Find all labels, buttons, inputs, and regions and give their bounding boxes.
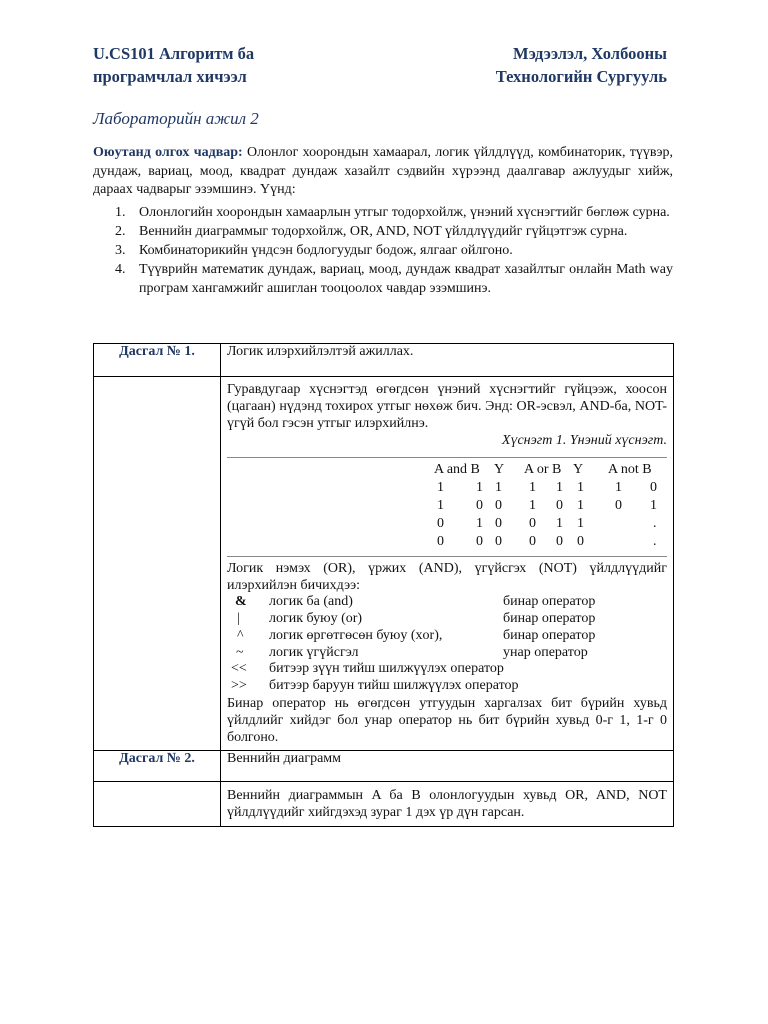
operator-type: бинар оператор xyxy=(503,594,596,609)
truth-cell: 1 xyxy=(437,480,444,495)
truth-cell: 0 xyxy=(529,534,536,549)
truth-header-and: A and B xyxy=(434,462,480,477)
operator-desc: битээр зүүн тийш шилжүүлэх оператор xyxy=(269,661,504,676)
table-row xyxy=(94,344,674,377)
operators-list xyxy=(227,594,667,695)
operator-symbol: | xyxy=(237,611,240,626)
operator-type: бинар оператор xyxy=(503,628,596,643)
truth-header-not: A not B xyxy=(608,462,652,477)
school-name-line1: Мэдээлэл, Холбооны xyxy=(513,44,667,63)
list-item xyxy=(93,261,673,298)
operator-desc: логик өргөтгөсөн буюу (xor), xyxy=(269,628,443,643)
exercise1-title: Логик илэрхийлэлтэй ажиллах. xyxy=(221,344,674,377)
list-text: Комбинаторикийн үндсэн бодлогуудыг бодож, ялгааг ойлгоно. xyxy=(139,243,513,259)
exercise-table xyxy=(93,343,674,827)
truth-cell: 0 xyxy=(476,498,483,513)
list-text: Веннийн диаграммыг тодорхойлж, OR, AND, NOT үйлдлүүдийг гүйцэтгэж сурна. xyxy=(139,224,628,240)
truth-cell: 1 xyxy=(476,480,483,495)
empty-cell xyxy=(94,377,221,751)
operator-desc: логик үгүйсгэл xyxy=(269,645,359,660)
truth-cell: 0 xyxy=(556,534,563,549)
truth-cell: 0 xyxy=(495,498,502,513)
objectives-list xyxy=(93,204,673,299)
table-row xyxy=(94,751,674,782)
truth-cell: . xyxy=(653,534,657,549)
course-header xyxy=(93,42,254,88)
school-name-line2: Технологийн Сургууль xyxy=(495,67,667,86)
operators-intro: Логик нэмэх (OR), үржих (AND), үгүйсгэх (NOT) үйлдлүүдийг илэрхийлэн бичихдээ: xyxy=(227,561,667,593)
operators-note: Бинар оператор нь өгөгдсөн утгуудын харгалзах бит бүрийн хувьд үйлдлийг хийдэг бол унар оператор нь бит бүрийн хувьд 0-г 1, 1-г 0 болгоно. xyxy=(227,696,667,745)
exercise1-instruction: Гуравдугаар хүснэгтэд өгөгдсөн үнэний хүснэгтийг гүйцээж, хоосон (цагаан) нүдэнд тохирох утгыг нөхөж бич. Энд: OR-эсвэл, AND-ба, NOT-үгүй бол гэсэн утгыг илэрхийлнэ. xyxy=(227,382,667,431)
intro-label: Оюутанд олгох чадвар: xyxy=(93,145,243,160)
truth-cell: 1 xyxy=(437,498,444,513)
truth-cell: 1 xyxy=(650,498,657,513)
exercise2-text: Веннийн диаграммын A ба B олонлогуудын хувьд OR, AND, NOT үйлдлүүдийг хийгдэхэд зураг 1 дэх үр дүн гарсан. xyxy=(221,782,674,827)
truth-cell: 0 xyxy=(556,498,563,513)
list-number: 1. xyxy=(115,205,126,220)
list-text: Олонлогийн хоорондын хамаарлын утгыг тодорхойлж, үнэний хүснэгтийг бөглөж сурна. xyxy=(139,205,670,220)
list-item xyxy=(93,204,673,223)
truth-cell: 1 xyxy=(476,516,483,531)
truth-cell: 1 xyxy=(556,516,563,531)
truth-header-or: A or B xyxy=(524,462,562,477)
table-row xyxy=(94,782,674,827)
truth-cell: 1 xyxy=(529,498,536,513)
course-title-line2: програмчлал хичээл xyxy=(93,67,247,86)
truth-table xyxy=(227,458,667,556)
empty-cell xyxy=(94,782,221,827)
truth-cell: 0 xyxy=(529,516,536,531)
truth-cell: 0 xyxy=(577,534,584,549)
operator-symbol: ~ xyxy=(236,645,244,660)
truth-cell: 0 xyxy=(437,534,444,549)
truth-cell: 1 xyxy=(577,516,584,531)
truth-cell: 0 xyxy=(495,516,502,531)
table-caption: Хүснэгт 1. Үнэний хүснэгт. xyxy=(501,433,667,448)
exercise1-body xyxy=(221,377,674,751)
operator-symbol: >> xyxy=(231,678,247,693)
list-item xyxy=(93,223,673,242)
list-text: Түүврийн математик дундаж, вариац, моод, дундаж квадрат хазайлтыг онлайн Math way програм хангамжийг ашиглан тооцоолох чавдар эзэмшинэ. xyxy=(139,262,673,296)
truth-cell: 1 xyxy=(556,480,563,495)
operator-desc: битээр баруун тийш шилжүүлэх оператор xyxy=(269,678,519,693)
operator-desc: логик буюу (or) xyxy=(269,611,363,626)
truth-cell: 0 xyxy=(615,498,622,513)
truth-header-y2: Y xyxy=(573,462,584,477)
truth-cell: 1 xyxy=(615,480,622,495)
list-number: 2. xyxy=(115,224,126,240)
exercise2-title: Веннийн диаграмм xyxy=(221,751,674,782)
table-row xyxy=(94,377,674,751)
operator-type: унар оператор xyxy=(503,645,588,660)
truth-cell: 1 xyxy=(577,498,584,513)
truth-cell: 1 xyxy=(577,480,584,495)
page-title: Лабораторийн ажил 2 xyxy=(93,109,259,128)
truth-cell: 1 xyxy=(529,480,536,495)
school-header xyxy=(496,42,667,88)
truth-cell: 0 xyxy=(495,534,502,549)
list-item xyxy=(93,242,673,261)
operator-symbol: & xyxy=(235,594,247,609)
truth-cell: 0 xyxy=(650,480,657,495)
truth-header-y1: Y xyxy=(494,462,505,477)
truth-cell: 0 xyxy=(476,534,483,549)
operator-symbol: << xyxy=(231,661,247,676)
intro-text: Олонлог хоорондын хамаарал, логик үйлдлүүд, комбинаторик, түүвэр, дундаж, вариац, моод, квадрат дундаж хазайлт сэдвийн хүрээнд даалгавар ажлуудыг хийж, дараах чадварыг эзэмшинэ. Үүнд: xyxy=(93,145,673,198)
exercise1-label: Дасгал № 1. xyxy=(94,344,221,377)
operator-symbol: ^ xyxy=(237,628,244,643)
operator-type: бинар оператор xyxy=(503,611,596,626)
exercise2-label: Дасгал № 2. xyxy=(94,751,221,782)
intro-paragraph xyxy=(93,144,673,200)
divider xyxy=(227,556,667,557)
truth-cell: . xyxy=(653,516,657,531)
list-number: 4. xyxy=(115,262,126,278)
course-title-line1: U.CS101 Алгоритм ба xyxy=(93,44,255,63)
truth-cell: 1 xyxy=(495,480,502,495)
operator-desc: логик ба (and) xyxy=(269,594,353,609)
list-number: 3. xyxy=(115,243,126,259)
truth-cell: 0 xyxy=(437,516,444,531)
